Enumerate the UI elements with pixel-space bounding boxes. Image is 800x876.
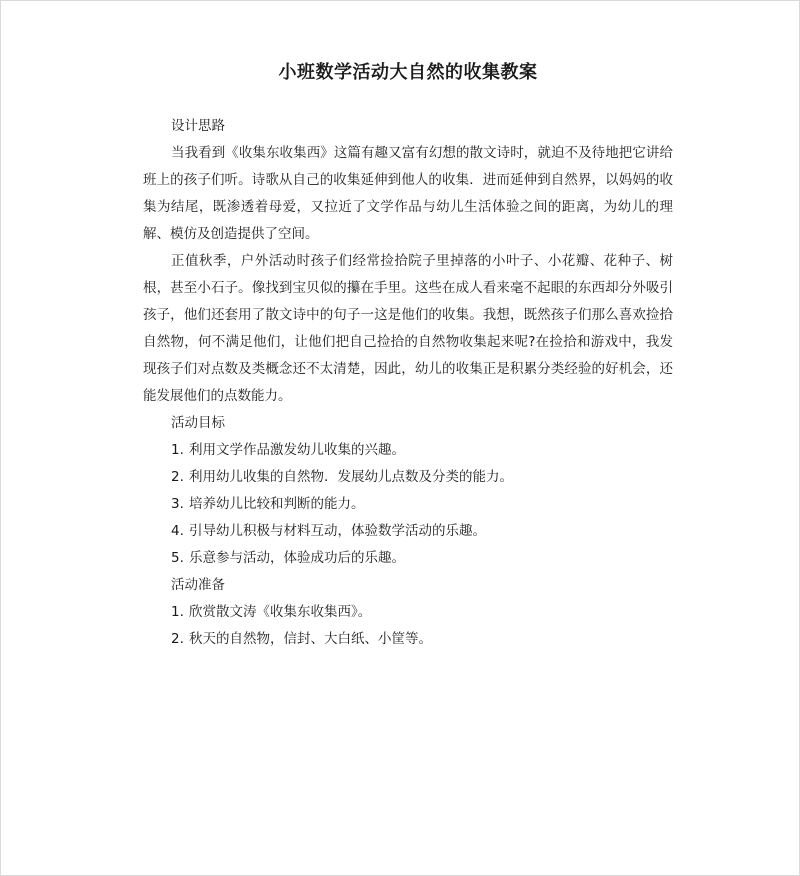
list-number: 5. xyxy=(171,550,184,566)
list-number: 2. xyxy=(171,469,184,485)
list-number: 4. xyxy=(171,523,184,539)
list-number: 1. xyxy=(171,442,184,458)
list-item xyxy=(143,599,673,626)
section-heading-goals: 活动目标 xyxy=(171,415,225,431)
document-title: 小班数学活动大自然的收集教案 xyxy=(278,62,538,83)
list-number: 3. xyxy=(171,496,184,512)
document-body xyxy=(143,113,673,653)
section-heading-design: 设计思路 xyxy=(171,118,225,134)
list-text: 欣赏散文涛《收集东收集西》。 xyxy=(189,604,372,620)
list-item xyxy=(143,491,673,518)
list-text: 引导幼儿积极与材料互动，体验数学活动的乐趣。 xyxy=(189,523,486,539)
section-heading-preparation: 活动准备 xyxy=(171,577,225,593)
preparation-list xyxy=(143,599,673,653)
list-text: 秋天的自然物，信封、大白纸、小筐等。 xyxy=(189,631,432,647)
list-number: 2. xyxy=(171,631,184,647)
list-item xyxy=(143,518,673,545)
list-number: 1. xyxy=(171,604,184,620)
paragraph: 当我看到《收集东收集西》这篇有趣又富有幻想的散文诗时，就迫不及待地把它讲给班上的孩子们听。诗歌从自己的收集延伸到他人的收集．进而延伸到自然界，以妈妈的收集为结尾，既渗透着母爱，又拉近了文学作品与幼儿生活体验之间的距离，为幼儿的理解、模仿及创造提供了空间。 xyxy=(143,145,673,242)
list-text: 利用文学作品激发幼儿收集的兴趣。 xyxy=(189,442,405,458)
list-text: 乐意参与活动，体验成功后的乐趣。 xyxy=(189,550,405,566)
list-item xyxy=(143,437,673,464)
list-text: 培养幼儿比较和判断的能力。 xyxy=(189,496,365,512)
goals-list xyxy=(143,437,673,572)
list-item xyxy=(143,626,673,653)
paragraph: 正值秋季，户外活动时孩子们经常捡拾院子里掉落的小叶子、小花瓣、花种子、树根，甚至小石子。像找到宝贝似的攥在手里。这些在成人看来毫不起眼的东西却分外吸引孩子，他们还套用了散文诗中的句子一这是他们的收集。我想，既然孩子们那么喜欢捡拾自然物，何不满足他们，让他们把自己捡拾的自然物收集起来呢?在捡拾和游戏中，我发现孩子们对点数及类概念还不太清楚，因此，幼儿的收集正是积累分类经验的好机会，还能发展他们的点数能力。 xyxy=(143,253,673,404)
list-text: 利用幼儿收集的自然物．发展幼儿点数及分类的能力。 xyxy=(189,469,513,485)
list-item xyxy=(143,464,673,491)
list-item xyxy=(143,545,673,572)
